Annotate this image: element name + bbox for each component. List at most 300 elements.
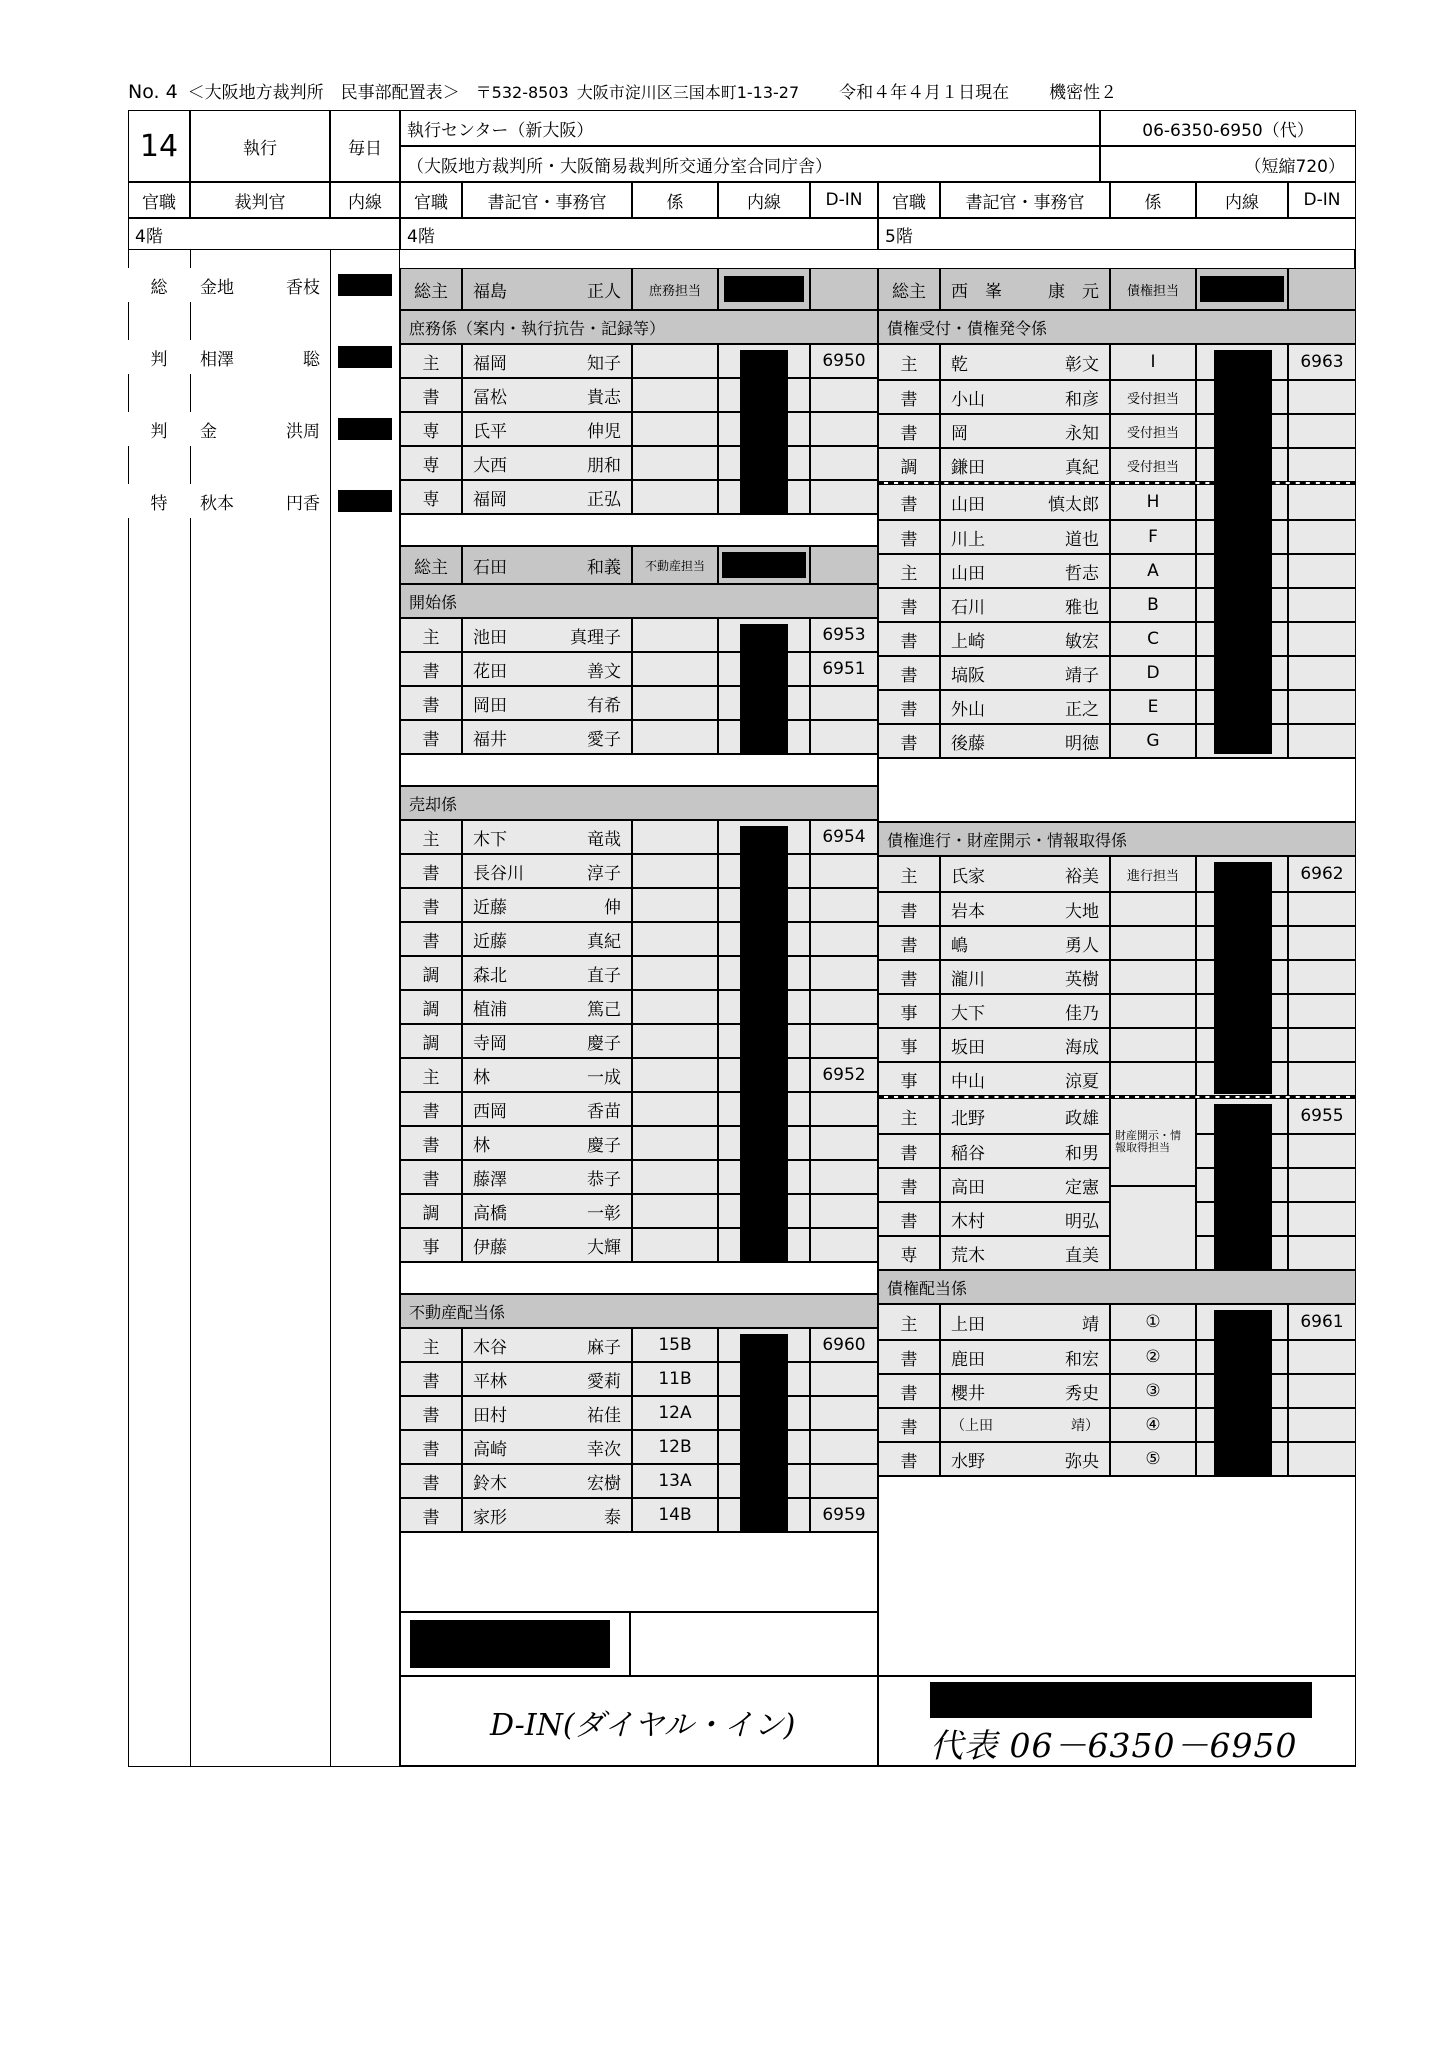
name-first: 恭子 — [587, 1169, 621, 1190]
representative-redacted — [930, 1682, 1312, 1718]
haito-row-name — [462, 1396, 632, 1430]
col-right-clerk: 書記官・事務官 — [940, 182, 1110, 218]
haito-row-rank: 書 — [400, 1362, 462, 1396]
realestate-chief-duty: 不動産担当 — [632, 546, 718, 584]
baikyaku-row-name — [462, 1194, 632, 1228]
kaishi-row-name — [462, 686, 632, 720]
baikyaku-row-din — [810, 854, 878, 888]
saiken-haito-row-rank: 書 — [878, 1340, 940, 1374]
section-header-saiken-haito: 債権配当係 — [878, 1270, 1356, 1304]
section-header-shinkou: 債権進行・財産開示・情報取得係 — [878, 822, 1356, 856]
mid-chief-rank: 総主 — [400, 268, 462, 310]
realestate-chief-name — [462, 546, 632, 584]
name-last: 高橋 — [473, 1203, 507, 1224]
name-first: 一成 — [587, 1067, 621, 1088]
saiken-haito-row-name — [940, 1442, 1110, 1476]
shinkou-row-din — [1288, 1062, 1356, 1096]
name-first: 明徳 — [1065, 733, 1099, 754]
name-last: 木下 — [473, 829, 507, 850]
haito-row-din — [810, 1464, 878, 1498]
baikyaku-row-name — [462, 956, 632, 990]
floor-left: 4階 — [128, 218, 400, 250]
uketsuke-row-name — [940, 414, 1110, 448]
name-first: 政雄 — [1065, 1108, 1099, 1129]
address: 大阪市淀川区三国本町1-13-27 — [576, 83, 800, 102]
document-number: No. 4 — [128, 81, 178, 103]
shomu-row-duty — [632, 344, 718, 378]
main-phone: 06-6350-6950（代） — [1100, 110, 1356, 146]
shomu-row-rank: 専 — [400, 446, 462, 480]
name-first: 伸 — [604, 897, 621, 918]
haito-row-name — [462, 1362, 632, 1396]
haito-row-din — [810, 1430, 878, 1464]
name-first: 香苗 — [587, 1101, 621, 1122]
baikyaku-row-duty — [632, 820, 718, 854]
baikyaku-row-rank: 書 — [400, 922, 462, 956]
judge-ext-redacted — [338, 490, 392, 512]
shinkou-row-din — [1288, 1236, 1356, 1270]
name-last: 石田 — [473, 557, 507, 578]
name-first: 祐佳 — [587, 1405, 621, 1426]
mid-footer-cell-b — [630, 1612, 878, 1676]
name-last: 水野 — [951, 1451, 985, 1472]
uketsuke-row-duty: B — [1110, 588, 1196, 622]
name-first: 善文 — [587, 661, 621, 682]
saiken-haito-row-duty: ① — [1110, 1304, 1196, 1340]
realestate-chief-din — [810, 546, 878, 584]
uketsuke-row-duty: Ⅰ — [1110, 344, 1196, 380]
col-mid-clerk: 書記官・事務官 — [462, 182, 632, 218]
baikyaku-row-name — [462, 1228, 632, 1262]
saiken-haito-row-name — [940, 1374, 1110, 1408]
division-frequency: 毎日 — [330, 110, 400, 182]
judge-last: 相澤 — [200, 349, 234, 370]
name-first: 慶子 — [587, 1135, 621, 1156]
mid-blank-band — [400, 1532, 878, 1612]
baikyaku-row-din — [810, 888, 878, 922]
baikyaku-row-din — [810, 956, 878, 990]
name-last: 氏家 — [951, 866, 985, 887]
baikyaku-row-din: 6952 — [810, 1058, 878, 1092]
saiken-haito-ext-redacted — [1214, 1310, 1272, 1476]
uketsuke-row-duty: H — [1110, 484, 1196, 520]
judge-first: 香枝 — [286, 277, 320, 298]
name-last: 冨松 — [473, 387, 507, 408]
name-last: 近藤 — [473, 897, 507, 918]
mid-spacer-2 — [400, 754, 878, 786]
baikyaku-row-duty — [632, 1024, 718, 1058]
right-spacer-1 — [878, 758, 1356, 822]
baikyaku-row-name — [462, 854, 632, 888]
shinkou-row-name — [940, 1202, 1110, 1236]
name-last: 家形 — [473, 1507, 507, 1528]
shinkou-row-duty — [1110, 1062, 1196, 1096]
kaishi-row-duty — [632, 618, 718, 652]
uketsuke-row-rank: 書 — [878, 656, 940, 690]
floor-mid: 4階 — [400, 218, 878, 250]
shinkou-row-din — [1288, 1168, 1356, 1202]
shomu-row-duty — [632, 378, 718, 412]
baikyaku-row-duty — [632, 990, 718, 1024]
postal-code: 〒532-8503 — [475, 83, 569, 102]
name-first: 敏宏 — [1065, 631, 1099, 652]
shinkou-row-din: 6955 — [1288, 1098, 1356, 1134]
name-last: 中山 — [951, 1071, 985, 1092]
name-last: 田村 — [473, 1405, 507, 1426]
shinkou-row-duty — [1110, 1186, 1196, 1270]
kaishi-row-rank: 書 — [400, 720, 462, 754]
mid-chief-din — [810, 268, 878, 310]
uketsuke-row-din — [1288, 448, 1356, 482]
judge-first: 聡 — [303, 349, 320, 370]
name-first: 有希 — [587, 695, 621, 716]
division-number: 14 — [128, 110, 190, 182]
name-last: 高田 — [951, 1177, 985, 1198]
name-last: 小山 — [951, 389, 985, 410]
mid-spacer — [400, 514, 878, 546]
baikyaku-row-din — [810, 1126, 878, 1160]
name-first: 和宏 — [1065, 1349, 1099, 1370]
name-last: 伊藤 — [473, 1237, 507, 1258]
saiken-haito-row-din — [1288, 1340, 1356, 1374]
name-first: 和義 — [587, 557, 621, 578]
shinkou-ext-redacted-1 — [1214, 862, 1272, 1094]
name-first: 真紀 — [1065, 457, 1099, 478]
document-title: ＜大阪地方裁判所 民事部配置表＞ — [187, 83, 460, 103]
col-mid-duty: 係 — [632, 182, 718, 218]
name-first: 伸児 — [587, 421, 621, 442]
baikyaku-row-rank: 調 — [400, 956, 462, 990]
shomu-row-duty — [632, 446, 718, 480]
uketsuke-row-duty: F — [1110, 520, 1196, 554]
name-last: 鈴木 — [473, 1473, 507, 1494]
uketsuke-row-name — [940, 554, 1110, 588]
kaishi-row-name — [462, 720, 632, 754]
baikyaku-row-duty — [632, 1228, 718, 1262]
shomu-ext-redacted — [740, 350, 788, 514]
uketsuke-row-duty: D — [1110, 656, 1196, 690]
shomu-row-rank: 専 — [400, 412, 462, 446]
shinkou-row-duty — [1110, 1028, 1196, 1062]
shinkou-row-din — [1288, 926, 1356, 960]
name-last: 稲谷 — [951, 1143, 985, 1164]
baikyaku-row-duty — [632, 1058, 718, 1092]
uketsuke-row-duty: G — [1110, 724, 1196, 758]
name-last: （上田 — [951, 1418, 993, 1434]
name-first: 涼夏 — [1065, 1071, 1099, 1092]
kaishi-row-din — [810, 720, 878, 754]
name-last: 木谷 — [473, 1337, 507, 1358]
judge-ext-redacted — [338, 418, 392, 440]
shinkou-row-name — [940, 1062, 1110, 1096]
saiken-haito-row-duty: ⑤ — [1110, 1442, 1196, 1476]
name-last: 川上 — [951, 529, 985, 550]
baikyaku-row-duty — [632, 888, 718, 922]
short-dial: （短縮720） — [1100, 146, 1356, 182]
realestate-chief-rank: 総主 — [400, 546, 462, 584]
haito-row-name — [462, 1328, 632, 1362]
shinkou-row-duty — [1110, 926, 1196, 960]
shomu-row-name — [462, 480, 632, 514]
col-mid-rank: 官職 — [400, 182, 462, 218]
name-first: 大地 — [1065, 901, 1099, 922]
shomu-row-din — [810, 378, 878, 412]
name-last: 坂田 — [951, 1037, 985, 1058]
right-chief-rank: 総主 — [878, 268, 940, 310]
right-chief-name — [940, 268, 1110, 310]
name-last: 大下 — [951, 1003, 985, 1024]
saiken-haito-row-rank: 主 — [878, 1304, 940, 1340]
haito-row-duty: 12A — [632, 1396, 718, 1430]
name-first: 幸次 — [587, 1439, 621, 1460]
haito-row-rank: 書 — [400, 1498, 462, 1532]
baikyaku-row-name — [462, 990, 632, 1024]
shinkou-row-din: 6962 — [1288, 856, 1356, 892]
uketsuke-row-name — [940, 448, 1110, 482]
uketsuke-row-din: 6963 — [1288, 344, 1356, 380]
baikyaku-row-din — [810, 1160, 878, 1194]
judge-rank: 特 — [128, 484, 190, 518]
shinkou-row-rank: 事 — [878, 994, 940, 1028]
name-last: 鹿田 — [951, 1349, 985, 1370]
name-first: 直美 — [1065, 1245, 1099, 1266]
name-last: 外山 — [951, 699, 985, 720]
saiken-haito-row-din — [1288, 1374, 1356, 1408]
name-first: 大輝 — [587, 1237, 621, 1258]
name-last: 鎌田 — [951, 457, 985, 478]
name-first: 泰 — [604, 1507, 621, 1528]
uketsuke-row-name — [940, 520, 1110, 554]
uketsuke-row-din — [1288, 484, 1356, 520]
uketsuke-row-rank: 書 — [878, 520, 940, 554]
baikyaku-row-rank: 調 — [400, 990, 462, 1024]
shinkou-row-din — [1288, 1028, 1356, 1062]
building-name: （大阪地方裁判所・大阪簡易裁判所交通分室合同庁舎） — [400, 146, 1100, 182]
haito-row-din — [810, 1396, 878, 1430]
shomu-row-rank: 書 — [400, 378, 462, 412]
mid-chief-name — [462, 268, 632, 310]
footer-redacted-block — [410, 1620, 610, 1668]
shinkou-row-rank: 事 — [878, 1062, 940, 1096]
uketsuke-row-rank: 書 — [878, 724, 940, 758]
saiken-haito-row-duty: ④ — [1110, 1408, 1196, 1442]
saiken-haito-row-duty: ③ — [1110, 1374, 1196, 1408]
col-right-rank: 官職 — [878, 182, 940, 218]
name-first: 哲志 — [1065, 563, 1099, 584]
uketsuke-row-din — [1288, 690, 1356, 724]
name-first: 裕美 — [1065, 866, 1099, 887]
shinkou-row-rank: 主 — [878, 856, 940, 892]
uketsuke-row-duty: C — [1110, 622, 1196, 656]
name-last: 植浦 — [473, 999, 507, 1020]
uketsuke-row-name — [940, 656, 1110, 690]
name-first: 和彦 — [1065, 389, 1099, 410]
haito-row-rank: 書 — [400, 1430, 462, 1464]
haito-row-name — [462, 1498, 632, 1532]
baikyaku-row-din — [810, 1228, 878, 1262]
baikyaku-row-rank: 調 — [400, 1024, 462, 1058]
name-first: 愛子 — [587, 729, 621, 750]
baikyaku-row-name — [462, 1024, 632, 1058]
saiken-haito-row-name — [940, 1340, 1110, 1374]
shinkou-row-name — [940, 856, 1110, 892]
name-last: 西岡 — [473, 1101, 507, 1122]
name-first: 佳乃 — [1065, 1003, 1099, 1024]
kaishi-row-din — [810, 686, 878, 720]
name-last: 林 — [473, 1067, 490, 1088]
haito-row-duty: 12B — [632, 1430, 718, 1464]
shinkou-row-rank: 書 — [878, 892, 940, 926]
kaishi-row-name — [462, 618, 632, 652]
baikyaku-row-din: 6954 — [810, 820, 878, 854]
kaishi-row-din: 6953 — [810, 618, 878, 652]
judge-name — [190, 340, 330, 374]
baikyaku-row-rank: 事 — [400, 1228, 462, 1262]
shinkou-row-name — [940, 1134, 1110, 1168]
name-first: 雅也 — [1065, 597, 1099, 618]
name-last: 山田 — [951, 494, 985, 515]
name-first: 麻子 — [587, 1337, 621, 1358]
shinkou-row-din — [1288, 892, 1356, 926]
uketsuke-row-rank: 書 — [878, 380, 940, 414]
kaishi-row-rank: 書 — [400, 652, 462, 686]
baikyaku-row-rank: 書 — [400, 1160, 462, 1194]
mid-spacer-3 — [400, 1262, 878, 1294]
haito-ext-redacted — [740, 1334, 788, 1532]
haito-row-rank: 主 — [400, 1328, 462, 1362]
mid-chief-first: 正人 — [587, 281, 621, 302]
mid-chief-duty: 庶務担当 — [632, 268, 718, 310]
uketsuke-row-name — [940, 724, 1110, 758]
name-last: 上崎 — [951, 631, 985, 652]
realestate-chief-ext-redacted — [722, 552, 806, 578]
judge-ext-redacted — [338, 274, 392, 296]
baikyaku-row-din — [810, 1092, 878, 1126]
col-right-din: D-IN — [1288, 182, 1356, 218]
name-first: 秀史 — [1065, 1383, 1099, 1404]
baikyaku-row-rank: 書 — [400, 854, 462, 888]
kaishi-row-name — [462, 652, 632, 686]
uketsuke-row-rank: 調 — [878, 448, 940, 482]
name-last: 高崎 — [473, 1439, 507, 1460]
shinkou-row-rank: 事 — [878, 1028, 940, 1062]
baikyaku-row-rank: 書 — [400, 1092, 462, 1126]
shomu-row-duty — [632, 480, 718, 514]
name-first: 知子 — [587, 353, 621, 374]
section-header-fudosan-haito: 不動産配当係 — [400, 1294, 878, 1328]
name-last: 嶋 — [951, 935, 968, 956]
saiken-haito-row-rank: 書 — [878, 1374, 940, 1408]
saiken-haito-row-duty: ② — [1110, 1340, 1196, 1374]
judge-last: 金 — [200, 421, 217, 442]
name-first: 真理子 — [570, 627, 621, 648]
name-last: 岡 — [951, 423, 968, 444]
division-name: 執行 — [190, 110, 330, 182]
shinkou-row-name — [940, 926, 1110, 960]
name-last: 岩本 — [951, 901, 985, 922]
name-first: 勇人 — [1065, 935, 1099, 956]
shomu-row-name — [462, 412, 632, 446]
uketsuke-row-duty: 受付担当 — [1110, 414, 1196, 448]
center-name: 執行センター（新大阪） — [400, 110, 1100, 146]
name-first: 明弘 — [1065, 1211, 1099, 1232]
shomu-row-name — [462, 344, 632, 378]
kaishi-row-din: 6951 — [810, 652, 878, 686]
uketsuke-row-din — [1288, 380, 1356, 414]
uketsuke-row-name — [940, 484, 1110, 520]
shinkou-row-name — [940, 1168, 1110, 1202]
name-first: 一彰 — [587, 1203, 621, 1224]
name-first: 慎太郎 — [1048, 494, 1099, 515]
col-right-ext: 内線 — [1196, 182, 1288, 218]
shinkou-row-rank: 書 — [878, 926, 940, 960]
uketsuke-row-name — [940, 380, 1110, 414]
name-last: 森北 — [473, 965, 507, 986]
section-header-shomu: 庶務係（案内・執行抗告・記録等） — [400, 310, 878, 344]
section-header-kaishi: 開始係 — [400, 584, 878, 618]
saiken-haito-row-name — [940, 1304, 1110, 1340]
uketsuke-row-din — [1288, 724, 1356, 758]
name-first: 靖子 — [1065, 665, 1099, 686]
name-first: 英樹 — [1065, 969, 1099, 990]
uketsuke-row-name — [940, 344, 1110, 380]
kaishi-row-rank: 主 — [400, 618, 462, 652]
uketsuke-row-name — [940, 690, 1110, 724]
name-last: 乾 — [951, 354, 968, 375]
judge-last: 金地 — [200, 277, 234, 298]
baikyaku-row-rank: 主 — [400, 820, 462, 854]
baikyaku-row-din — [810, 922, 878, 956]
shomu-row-rank: 専 — [400, 480, 462, 514]
name-last: 後藤 — [951, 733, 985, 754]
name-last: 平林 — [473, 1371, 507, 1392]
uketsuke-row-din — [1288, 588, 1356, 622]
shinkou-row-name — [940, 1236, 1110, 1270]
floor-right: 5階 — [878, 218, 1356, 250]
name-last: 林 — [473, 1135, 490, 1156]
din-label: D-IN(ダイヤル・イン) — [490, 1708, 796, 1743]
kaishi-row-duty — [632, 686, 718, 720]
name-first: 正弘 — [587, 489, 621, 510]
uketsuke-row-din — [1288, 622, 1356, 656]
name-first: 真紀 — [587, 931, 621, 952]
name-first: 竜哉 — [587, 829, 621, 850]
name-last: 木村 — [951, 1211, 985, 1232]
uketsuke-row-rank: 書 — [878, 414, 940, 448]
baikyaku-row-duty — [632, 1126, 718, 1160]
haito-row-din: 6959 — [810, 1498, 878, 1532]
shinkou-row-din — [1288, 994, 1356, 1028]
kaishi-row-duty — [632, 720, 718, 754]
col-right-duty: 係 — [1110, 182, 1196, 218]
uketsuke-row-rank: 主 — [878, 344, 940, 380]
shomu-row-name — [462, 378, 632, 412]
shomu-row-din — [810, 412, 878, 446]
name-first: 海成 — [1065, 1037, 1099, 1058]
shinkou-row-name — [940, 960, 1110, 994]
baikyaku-row-duty — [632, 1160, 718, 1194]
name-first: 慶子 — [587, 1033, 621, 1054]
shinkou-row-duty: 進行担当 — [1110, 856, 1196, 892]
shinkou-row-rank: 書 — [878, 960, 940, 994]
uketsuke-row-name — [940, 588, 1110, 622]
haito-row-duty: 13A — [632, 1464, 718, 1498]
shinkou-row-din — [1288, 960, 1356, 994]
name-first: 弥央 — [1065, 1451, 1099, 1472]
col-left-ext: 内線 — [330, 182, 400, 218]
section-header-baikyaku: 売却係 — [400, 786, 878, 820]
uketsuke-row-duty: 受付担当 — [1110, 448, 1196, 482]
